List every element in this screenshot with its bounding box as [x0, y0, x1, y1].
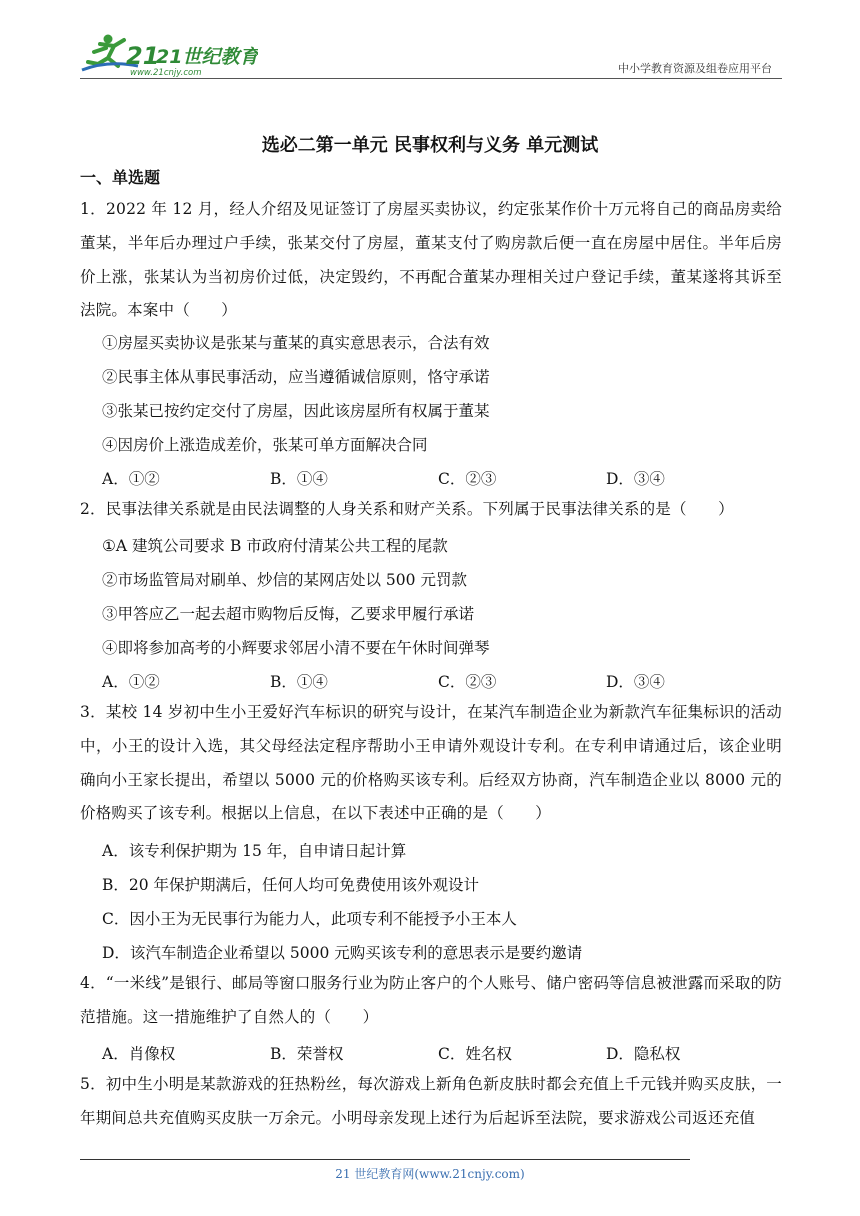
choice-c[interactable]: C．②③: [438, 673, 497, 691]
question-1-item-3: ③张某已按约定交付了房屋，因此该房屋所有权属于董某: [102, 402, 490, 420]
question-1-item-1: ①房屋买卖协议是张某与董某的真实意思表示，合法有效: [102, 334, 490, 352]
question-2-item-4: ④即将参加高考的小辉要求邻居小清不要在午休时间弹琴: [102, 639, 490, 657]
svg-text:www.21cnjy.com: www.21cnjy.com: [130, 68, 202, 78]
choice-d[interactable]: D．③④: [606, 673, 665, 691]
svg-text:21世纪教育: 21世纪教育: [156, 46, 258, 68]
page-footer: 21 世纪教育网(www.21cnjy.com): [335, 1167, 525, 1181]
question-3-stem: 3．某校 14 岁初中生小王爱好汽车标识的研究与设计，在某汽车制造企业为新款汽车征集标识的活动中，小王的设计入选，其父母经法定程序帮助小王申请外观设计专利。在专利申请通过后，该企业明确向小王家长提出，希望以 5000 元的价格购买该专利。后经双方协商，汽车制造企业以 8000 元的价格购买了该专利。根据以上信息，在以下表述中正确的是（ ）: [80, 703, 782, 823]
question-1-stem: 1．2022 年 12 月，经人介绍及见证签订了房屋买卖协议，约定张某作价十万元将自己的商品房卖给董某，半年后办理过户手续，张某交付了房屋，董某支付了购房款后便一直在房屋中居住。半年后房价上涨，张某认为当初房价过低，决定毁约，不再配合董某办理相关过户登记手续，董某遂将其诉至法院。本案中（ ）: [80, 200, 782, 320]
question-3-choice-a[interactable]: A．该专利保护期为 15 年，自申请日起计算: [102, 842, 407, 860]
platform-name: 中小学教育资源及组卷应用平台: [618, 62, 772, 75]
question-2-item-3: ③甲答应乙一起去超市购物后反悔，乙要求甲履行承诺: [102, 605, 475, 623]
page-header: [78, 30, 780, 78]
question-2-stem: 2．民事法律关系就是由民法调整的人身关系和财产关系。下列属于民事法律关系的是（ ）: [80, 500, 734, 518]
choice-a[interactable]: A．肖像权: [102, 1045, 176, 1063]
svg-text:21: 21: [126, 42, 160, 70]
header-divider: [80, 78, 782, 79]
section-heading: 一、单选题: [80, 168, 161, 187]
question-2-item-2: ②市场监管局对刷单、炒信的某网店处以 500 元罚款: [102, 571, 467, 589]
question-3-choice-b[interactable]: B．20 年保护期满后，任何人均可免费使用该外观设计: [102, 876, 480, 894]
page-title: 选必二第一单元 民事权利与义务 单元测试: [261, 135, 599, 156]
question-1-item-2: ②民事主体从事民事活动，应当遵循诚信原则，恪守承诺: [102, 368, 490, 386]
question-2-item-1: ①A 建筑公司要求 B 市政府付清某公共工程的尾款: [102, 537, 448, 555]
choice-b[interactable]: B．①④: [270, 673, 328, 691]
choice-d[interactable]: D．③④: [606, 470, 665, 488]
choice-b[interactable]: B．①④: [270, 470, 328, 488]
choice-b[interactable]: B．荣誉权: [270, 1045, 344, 1063]
choice-a[interactable]: A．①②: [102, 673, 160, 691]
choice-d[interactable]: D．隐私权: [606, 1045, 681, 1063]
question-3-choice-c[interactable]: C．因小王为无民事行为能力人，此项专利不能授予小王本人: [102, 910, 517, 928]
choice-c[interactable]: C．姓名权: [438, 1045, 512, 1063]
question-4-stem: 4．“一米线”是银行、邮局等窗口服务行业为防止客户的个人账号、储户密码等信息被泄露而采取的防范措施。这一措施维护了自然人的（ ）: [80, 974, 782, 1026]
question-5-stem: 5．初中生小明是某款游戏的狂热粉丝，每次游戏上新角色新皮肤时都会充值上千元钱并购买皮肤，一年期间总共充值购买皮肤一万余元。小明母亲发现上述行为后起诉至法院，要求游戏公司返还充值: [80, 1075, 782, 1127]
choice-a[interactable]: A．①②: [102, 470, 160, 488]
choice-c[interactable]: C．②③: [438, 470, 497, 488]
footer-divider: [80, 1159, 690, 1160]
question-3-choice-d[interactable]: D．该汽车制造企业希望以 5000 元购买该专利的意思表示是要约邀请: [102, 944, 583, 962]
site-logo: [78, 30, 258, 78]
question-1-item-4: ④因房价上涨造成差价，张某可单方面解决合同: [102, 436, 428, 454]
